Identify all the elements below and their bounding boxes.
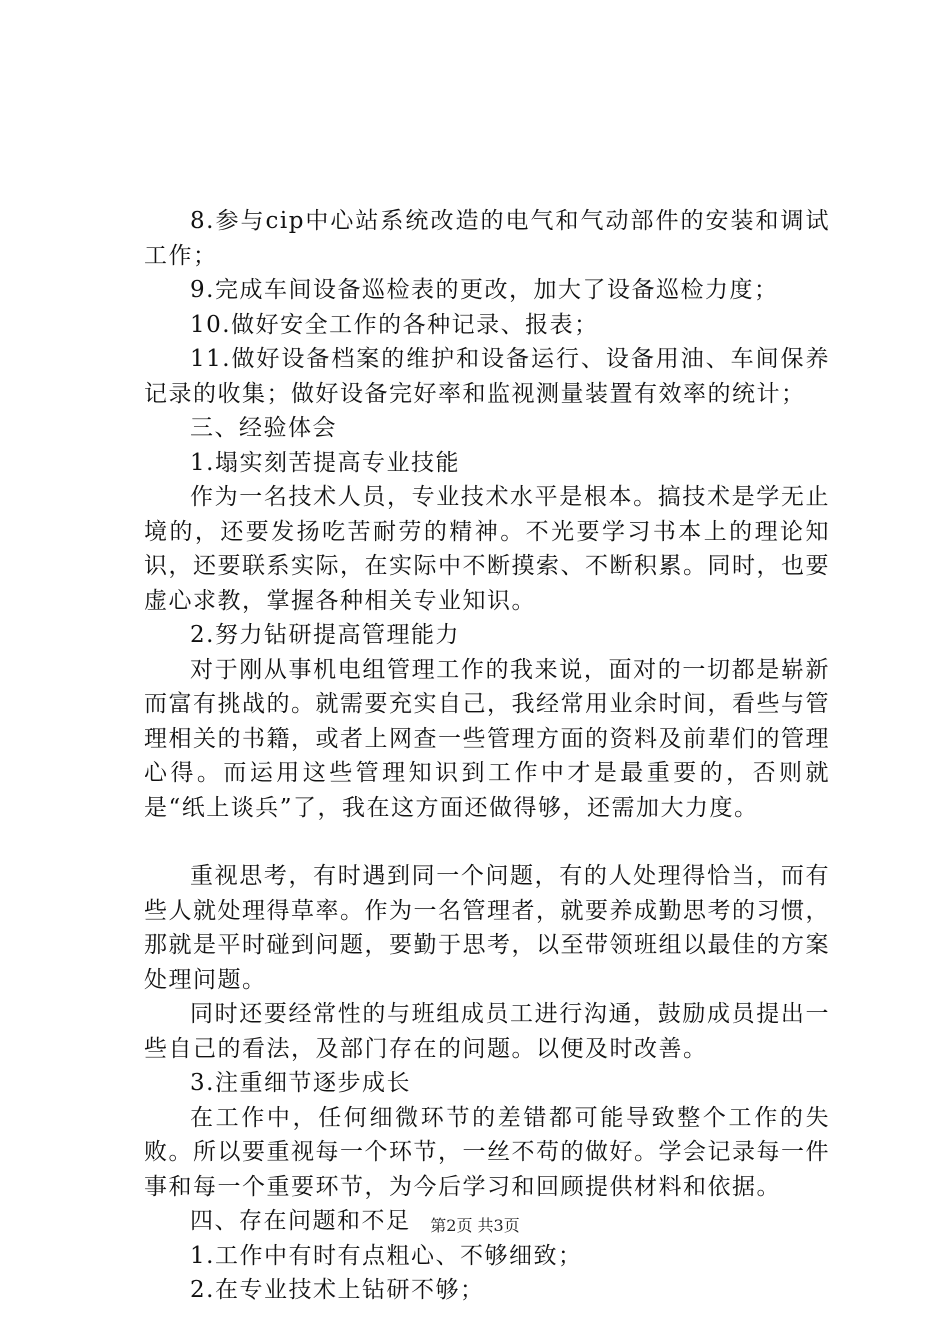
subsection-heading: 1.塌实刻苦提高专业技能 bbox=[190, 449, 460, 476]
paragraph: 11.做好设备档案的维护和设备运行、设备用油、车间保养记录的收集；做好设备完好率和监视测量装置有效率的统计； bbox=[144, 346, 830, 407]
paragraph: 作为一名技术人员，专业技术水平是根本。搞技术是学无止境的，还要发扬吃苦耐劳的精神。不光要学习书本上的理论知识，还要联系实际，在实际中不断摸索、不断积累。同时，也要虚心求教，掌握各种相关专业知识。 bbox=[144, 484, 830, 614]
paragraph-gap bbox=[144, 825, 830, 859]
document-body bbox=[144, 204, 830, 1308]
paragraph: 对于刚从事机电组管理工作的我来说，面对的一切都是崭新而富有挑战的。就需要充实自己，我经常用业余时间，看些与管理相关的书籍，或者上网查一些管理方面的资料及前辈们的管理心得。而运用这些管理知识到工作中才是最重要的，否则就是“纸上谈兵”了，我在这方面还做得够，还需加大力度。 bbox=[144, 656, 830, 821]
paragraph: 8.参与cip中心站系统改造的电气和气动部件的安装和调试工作； bbox=[144, 208, 830, 269]
paragraph: 10.做好安全工作的各种记录、报表； bbox=[190, 311, 599, 338]
paragraph: 在工作中，任何细微环节的差错都可能导致整个工作的失败。所以要重视每一个环节，一丝不苟的做好。学会记录每一件事和每一个重要环节，为今后学习和回顾提供材料和依据。 bbox=[144, 1104, 830, 1200]
section-heading: 四、存在问题和不足 bbox=[190, 1208, 411, 1234]
section-heading: 三、经验体会 bbox=[190, 415, 337, 441]
page-footer: 第2页 共3页 bbox=[430, 1216, 520, 1235]
paragraph: 重视思考，有时遇到同一个问题，有的人处理得恰当，而有些人就处理得草率。作为一名管理者，就要养成勤思考的习惯，那就是平时碰到问题，要勤于思考，以至带领班组以最佳的方案处理问题。 bbox=[144, 863, 830, 993]
paragraph: 9.完成车间设备巡检表的更改，加大了设备巡检力度； bbox=[190, 277, 779, 303]
paragraph: 同时还要经常性的与班组成员工进行沟通，鼓励成员提出一些自己的看法，及部门存在的问题。以便及时改善。 bbox=[144, 1001, 830, 1062]
subsection-heading: 3.注重细节逐步成长 bbox=[190, 1070, 411, 1096]
list-item: 2.在专业技术上钻研不够； bbox=[190, 1277, 485, 1303]
list-item: 1.工作中有时有点粗心、不够细致； bbox=[190, 1242, 583, 1269]
subsection-heading: 2.努力钻研提高管理能力 bbox=[190, 622, 460, 648]
